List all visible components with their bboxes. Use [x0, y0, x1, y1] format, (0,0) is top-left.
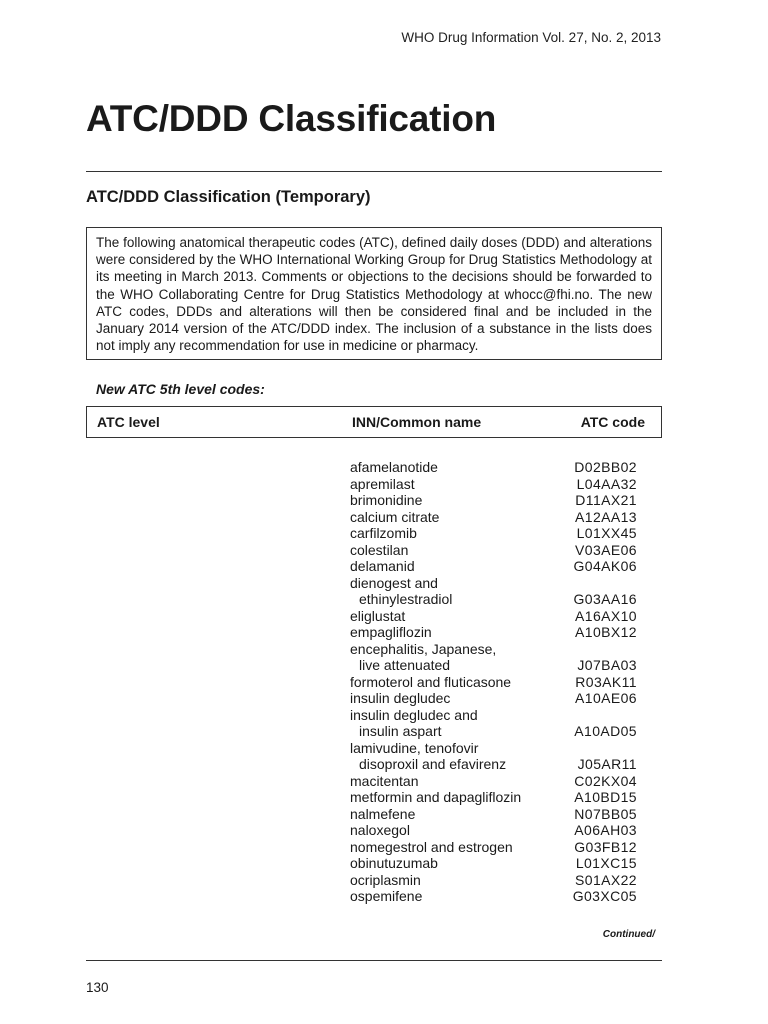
inn-name-line: calcium citrate [350, 508, 440, 525]
page-title: ATC/DDD Classification [86, 98, 497, 139]
atc-code: J05AR11 [577, 756, 637, 772]
table-row [350, 492, 640, 509]
inn-name-line: insulin degludec and [350, 706, 478, 723]
inn-name-line: empagliflozin [350, 624, 432, 640]
inn-name-line: lamivudine, tenofovir [350, 739, 479, 756]
inn-name-line: metformin and dapagliflozin [350, 789, 522, 805]
atc-code: N07BB05 [574, 805, 637, 822]
inn-name-line: colestilan [350, 541, 409, 558]
inn-name-line: ocriplasmin [350, 871, 421, 888]
atc-code: C02KX04 [574, 772, 637, 789]
atc-code: L04AA32 [576, 475, 637, 492]
inn-name-line: delamanid [350, 558, 415, 574]
table-header [86, 406, 662, 438]
table-row [350, 789, 640, 806]
table-row [350, 872, 640, 889]
inn-name-line: eliglustat [350, 607, 406, 624]
inn-name-line: insulin degludec [350, 690, 451, 706]
table-row [350, 459, 640, 476]
atc-code: A10AE06 [575, 690, 637, 706]
table-row [350, 806, 640, 823]
inn-name-line: apremilast [350, 475, 415, 492]
running-head: WHO Drug Information Vol. 27, No. 2, 2013 [401, 30, 661, 45]
table-row [350, 888, 640, 905]
atc-code: A10BD15 [574, 789, 637, 805]
atc-code: G04AK06 [573, 558, 637, 574]
inn-name-line: obinutuzumab [350, 855, 438, 871]
code-list [350, 459, 640, 905]
inn-name-line: insulin aspart [359, 723, 442, 739]
footer-divider [86, 960, 662, 961]
atc-code: G03FB12 [574, 838, 637, 855]
table-row [350, 674, 640, 691]
inn-name-line: nomegestrol and estrogen [350, 838, 513, 855]
table-row [350, 822, 640, 839]
atc-code: A12AA13 [575, 508, 637, 525]
atc-code: D11AX21 [575, 492, 637, 508]
inn-name-line: brimonidine [350, 492, 423, 508]
table-row [350, 690, 640, 707]
column-header-atc-level: ATC level [97, 414, 160, 430]
table-row [350, 839, 640, 856]
atc-code: L01XX45 [576, 525, 637, 541]
page-number: 130 [86, 980, 109, 995]
atc-code: G03XC05 [572, 888, 637, 904]
table-row [350, 525, 640, 542]
table-row [350, 476, 640, 493]
atc-code: G03AA16 [573, 591, 637, 607]
atc-code: V03AE06 [575, 541, 637, 558]
table-row [350, 624, 640, 641]
intro-text: The following anatomical therapeutic codes (ATC), defined daily doses (DDD) and alterations were considered by the WHO International Working Group for Drug Statistics Methodology at its meeting in March 2013. Comments or objections to the decisions should be forwarded to the WHO Collaborating Centre for Drug Statistics Methodology at whocc@fhi.no. The new ATC codes, DDDs and alterations will then be considered final and be included in the January 2014 version of the ATC/DDD index. The inclusion of a substance in the lists does not imply any recommendation for use in medicine or pharmacy. [96, 235, 652, 354]
table-row [350, 575, 640, 608]
inn-name-line: carfilzomib [350, 525, 417, 541]
section-title: ATC/DDD Classification (Temporary) [86, 188, 371, 206]
atc-code: S01AX22 [575, 871, 637, 888]
inn-name-line: naloxegol [350, 822, 410, 838]
table-row [350, 558, 640, 575]
atc-code: A06AH03 [574, 822, 637, 838]
inn-name-line: ospemifene [350, 888, 423, 904]
table-row [350, 855, 640, 872]
inn-name-line: formoterol and fluticasone [350, 673, 512, 690]
inn-name-line: live attenuated [359, 657, 451, 673]
table-row [350, 707, 640, 740]
table-row [350, 608, 640, 625]
list-heading: New ATC 5th level codes: [96, 381, 265, 397]
continued-label: Continued/ [602, 929, 655, 940]
inn-name-line: macitentan [350, 772, 419, 789]
inn-name-line: ethinylestradiol [359, 591, 453, 607]
inn-name-line: nalmefene [350, 805, 416, 822]
inn-name-line: dienogest and [350, 574, 438, 591]
table-row [350, 773, 640, 790]
atc-code: A10AD05 [574, 723, 637, 739]
atc-code: L01XC15 [575, 855, 637, 871]
atc-code: R03AK11 [575, 673, 637, 690]
atc-code: D02BB02 [574, 459, 637, 475]
atc-code: A16AX10 [575, 607, 637, 624]
atc-code: J07BA03 [577, 657, 637, 673]
inn-name-line: disoproxil and efavirenz [359, 756, 507, 772]
table-row [350, 740, 640, 773]
column-header-inn: INN/Common name [352, 414, 482, 430]
inn-name-line: afamelanotide [350, 459, 438, 475]
inn-name-line: encephalitis, Japanese, [350, 640, 497, 657]
table-row [350, 542, 640, 559]
table-row [350, 641, 640, 674]
column-header-atc-code: ATC code [580, 414, 645, 430]
atc-code: A10BX12 [575, 624, 637, 640]
table-row [350, 509, 640, 526]
intro-box [86, 227, 662, 360]
title-divider [86, 171, 662, 172]
